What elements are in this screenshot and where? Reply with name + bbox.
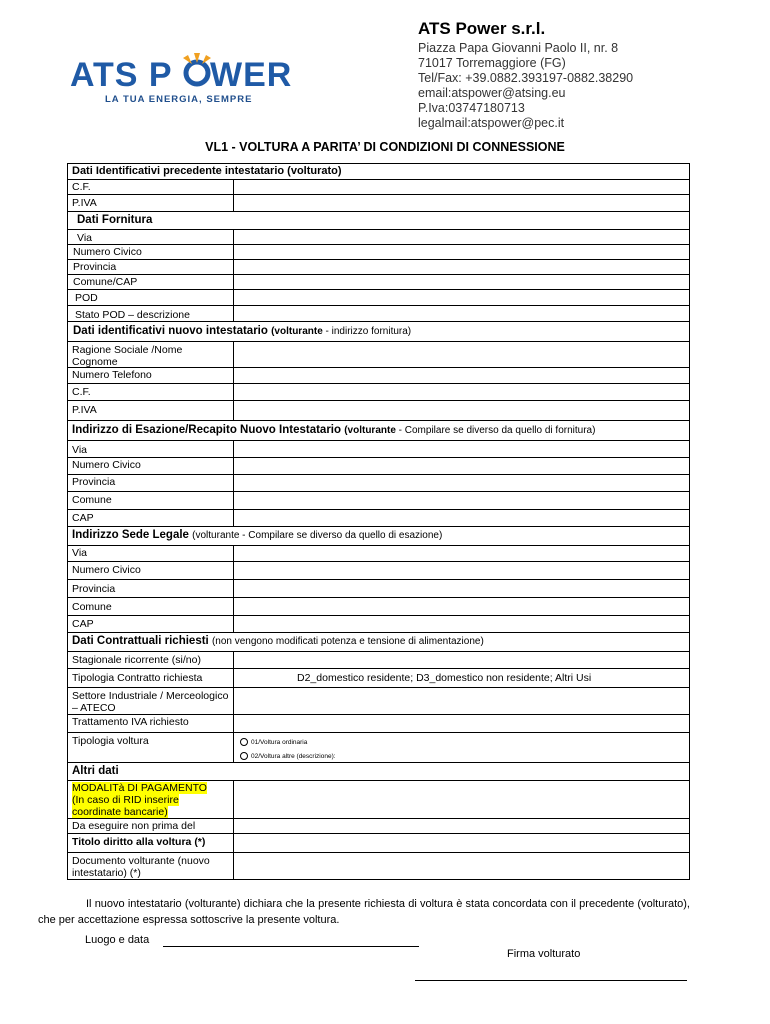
field-label: Numero Civico (72, 564, 141, 576)
contract-type-value: D2_domestico residente; D3_domestico non residente; Altri Usi (297, 672, 592, 684)
company-address-line2: 71017 Torremaggiore (FG) (418, 56, 566, 70)
field-row-via-billing[interactable] (68, 440, 689, 457)
field-label: C.F. (72, 386, 91, 398)
field-label: MODALITà DI PAGAMENTO (In caso di RID inserire coordinate bancarie) (72, 782, 207, 818)
field-label: POD (75, 292, 98, 304)
field-row-phone[interactable] (68, 367, 689, 383)
section-previous-holder (68, 164, 689, 179)
field-row-title-right[interactable] (68, 833, 689, 852)
field-label: Trattamento IVA richiesto (72, 716, 189, 728)
field-label: Provincia (72, 476, 116, 488)
field-row-via-supply[interactable] (68, 229, 689, 244)
field-label: CAP (72, 512, 94, 524)
field-row-province-legal[interactable] (68, 579, 689, 597)
field-label: Comune/CAP (73, 276, 138, 288)
field-label: Numero Telefono (72, 369, 152, 381)
field-label: Settore Industriale / Merceologico – ATECO (72, 690, 229, 714)
field-row-number-billing[interactable] (68, 457, 689, 474)
field-label: Via (77, 232, 92, 244)
section-contract (68, 632, 689, 651)
company-name: ATS Power s.r.l. (418, 19, 546, 38)
field-label: Titolo diritto alla voltura (*) (72, 836, 206, 848)
section-title: Dati Identificativi precedente intestatario (volturato) (72, 165, 342, 177)
section-new-holder (68, 321, 689, 341)
field-row-city-supply[interactable] (68, 274, 689, 289)
field-row-cf-previous[interactable] (68, 179, 689, 194)
svg-text:ATS P: ATS P (70, 56, 173, 94)
field-row-cap-billing[interactable] (68, 509, 689, 526)
field-row-payment[interactable] (68, 780, 689, 818)
field-row-province-billing[interactable] (68, 474, 689, 491)
radio-option-other[interactable]: 02/Voltura altre (descrizione): (240, 752, 336, 760)
company-piva: P.Iva:03747180713 (418, 101, 525, 115)
field-row-vat[interactable] (68, 714, 689, 732)
field-label: P.IVA (72, 404, 97, 416)
company-email: email:atspower@atsing.eu (418, 86, 566, 100)
radio-circle-icon[interactable] (240, 752, 248, 760)
field-row-pod-status[interactable] (68, 305, 689, 321)
field-label: Comune (72, 494, 112, 506)
field-label: C.F. (72, 181, 91, 193)
field-row-sector[interactable] (68, 687, 689, 714)
field-label: Ragione Sociale /Nome Cognome (72, 344, 183, 368)
logo-tagline: LA TUA ENERGIA, SEMPRE (105, 94, 253, 105)
field-row-number-supply[interactable] (68, 244, 689, 259)
field-row-cf-new[interactable] (68, 383, 689, 400)
form-title: VL1 - VOLTURA A PARITA’ DI CONDIZIONI DI CONNESSIONE (205, 140, 565, 154)
field-label: Tipologia Contratto richiesta (72, 672, 203, 684)
radio-option-ordinary[interactable]: 01/Voltura ordinaria (240, 738, 307, 746)
company-address-line1: Piazza Papa Giovanni Paolo II, nr. 8 (418, 41, 619, 55)
field-row-city-legal[interactable] (68, 597, 689, 615)
field-label: Provincia (73, 261, 117, 273)
field-row-city-billing[interactable] (68, 491, 689, 509)
company-telfax: Tel/Fax: +39.0882.393197-0882.38290 (418, 71, 634, 85)
section-other (68, 762, 689, 780)
field-label: Comune (72, 601, 112, 613)
form-table (67, 163, 690, 880)
declaration-text: Il nuovo intestatario (volturante) dichiara che la presente richiesta di voltura è stata concordata con il precedente (volturato), che per accettazione espressa sottoscrive la presente voltura. (38, 898, 690, 926)
section-title: Indirizzo Sede Legale (volturante - Compilare se diverso da quello di esazione) (72, 529, 443, 541)
field-row-cap-legal[interactable] (68, 615, 689, 632)
field-row-pod[interactable] (68, 289, 689, 305)
field-row-number-legal[interactable] (68, 561, 689, 579)
section-billing (68, 420, 689, 440)
field-label: P.IVA (72, 197, 97, 209)
section-title: Altri dati (72, 765, 119, 777)
section-legal-seat (68, 526, 689, 545)
company-pec: legalmail:atspower@pec.it (418, 116, 565, 130)
signature-field[interactable] (415, 980, 687, 981)
section-title: Dati identificativi nuovo intestatario (volturante - indirizzo fornitura) (73, 325, 412, 337)
field-label: Provincia (72, 583, 116, 595)
field-label: CAP (72, 618, 94, 630)
section-title: Dati Fornitura (77, 214, 153, 226)
place-date-field[interactable] (163, 946, 419, 947)
field-label: Tipologia voltura (72, 735, 149, 747)
field-row-not-before[interactable] (68, 818, 689, 833)
field-row-company-name[interactable] (68, 341, 689, 367)
field-label: Numero Civico (72, 459, 141, 471)
field-label: Via (72, 547, 87, 559)
section-supply (68, 211, 689, 229)
field-row-contract-type[interactable] (68, 668, 689, 687)
place-date-label: Luogo e data (85, 934, 150, 946)
field-label: Numero Civico (73, 246, 142, 258)
field-row-seasonal[interactable] (68, 651, 689, 668)
svg-text:WER: WER (210, 56, 293, 94)
field-row-transfer-type (68, 732, 689, 762)
field-label: Stagionale ricorrente (si/no) (72, 654, 201, 666)
field-row-province-supply[interactable] (68, 259, 689, 274)
field-label: Stato POD – descrizione (75, 309, 190, 321)
field-label: Via (72, 444, 87, 456)
section-title: Indirizzo di Esazione/Recapito Nuovo Intestatario (volturante - Compilare se diverso da quello di fornitura) (72, 424, 596, 436)
field-label: Documento volturante (nuovo intestatario) (*) (72, 855, 210, 879)
field-row-document[interactable] (68, 852, 689, 879)
field-row-piva-previous[interactable] (68, 194, 689, 211)
field-row-via-legal[interactable] (68, 545, 689, 561)
radio-circle-icon[interactable] (240, 738, 248, 746)
field-label: Da eseguire non prima del (72, 820, 196, 832)
section-title: Dati Contrattuali richiesti (non vengono modificati potenza e tensione di alimentazione) (72, 635, 484, 647)
field-row-piva-new[interactable] (68, 400, 689, 420)
signature-label: Firma volturato (507, 948, 581, 960)
